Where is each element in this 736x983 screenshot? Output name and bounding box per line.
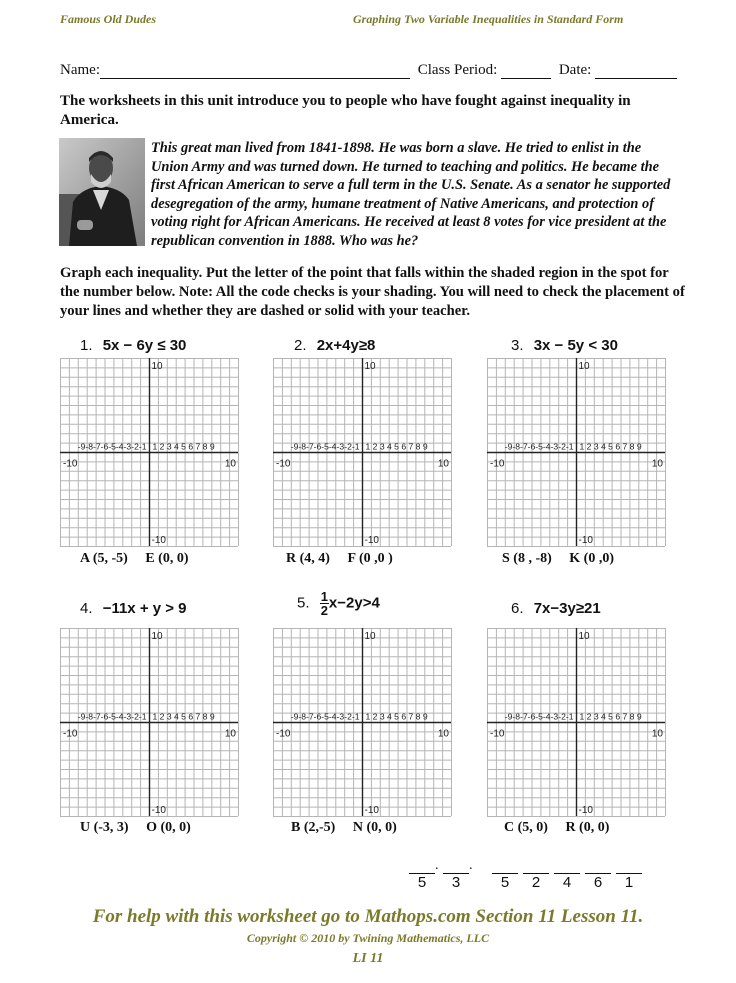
axis-label-top: 10	[151, 361, 163, 372]
graph-grid-4[interactable]	[60, 628, 239, 822]
option-b: K (0 ,0)	[569, 551, 614, 566]
tick-labels-positive: 1 2 3 4 5 6 7 8 9	[152, 711, 215, 722]
axis-label-top: 10	[578, 361, 590, 372]
axis-label-top: 10	[364, 361, 376, 372]
axis-label-left: -10	[63, 458, 78, 470]
tick-labels-negative: -9-8-7-6-5-4-3-2-1	[77, 441, 147, 452]
instructions-text: Graph each inequality. Put the letter of the point that falls within the shaded region in the spot for the number below. Note: All the code checks is your shading. You will need to check the placement of your lines and whether they are dashed or solid with your teacher.	[60, 265, 685, 319]
class-period-label: Class Period:	[417, 62, 498, 78]
axis-label-bottom: -10	[364, 805, 379, 816]
axis-label-left: -10	[63, 728, 78, 740]
problem-4-label	[80, 600, 187, 617]
graph-grid-2[interactable]	[273, 358, 452, 552]
options-problem-6	[504, 820, 609, 836]
axis-label-top: 10	[151, 631, 163, 642]
tick-labels-positive: 1 2 3 4 5 6 7 8 9	[579, 711, 642, 722]
problem-inequality: −11x + y > 9	[102, 600, 187, 617]
footer-help: For help with this worksheet go to Mathops.com Section 11 Lesson 11.	[92, 906, 644, 927]
graph-grid-5[interactable]	[273, 628, 452, 822]
options-problem-4	[80, 820, 191, 836]
bio-text: This great man lived from 1841-1898. He was born a slave. He tried to enlist in the Union Army and was turned down. He turned to teaching and politics. He became the first African American to serve a full term in the U.S. Senate. As a senator he supported desegregation of the army, humane treatment of Native Americans, and protection of voting right for African Americans. He received at least 8 votes for vice president at the republican convention in 1888. Who was he?	[151, 140, 671, 249]
axis-label-bottom: -10	[578, 805, 593, 816]
problem-5-label	[297, 590, 380, 617]
date-label: Date:	[558, 62, 592, 78]
problem-number: 5.	[297, 594, 310, 612]
options-problem-1	[80, 551, 189, 567]
answer-number: 1	[624, 874, 634, 891]
axis-label-left: -10	[490, 728, 505, 740]
tick-labels-positive: 1 2 3 4 5 6 7 8 9	[579, 441, 642, 452]
axis-label-top: 10	[578, 631, 590, 642]
answer-separator: .	[469, 858, 473, 873]
answer-number: 3	[451, 874, 461, 891]
footer-page: LI 11	[352, 951, 384, 966]
grid-svg	[60, 628, 239, 817]
grid-svg	[273, 628, 452, 817]
answer-number: 6	[593, 874, 603, 891]
problem-6-label	[511, 600, 601, 617]
problem-number: 4.	[80, 600, 93, 617]
problem-3-label	[511, 337, 618, 354]
problem-inequality: 7x−3y≥21	[533, 600, 601, 617]
fraction-half	[320, 590, 329, 617]
tick-labels-negative: -9-8-7-6-5-4-3-2-1	[504, 711, 574, 722]
tick-labels-positive: 1 2 3 4 5 6 7 8 9	[365, 441, 428, 452]
grid-svg	[487, 358, 666, 547]
footer-copyright: Copyright © 2010 by Twining Mathematics, LLC	[246, 931, 490, 945]
portrait-image	[59, 138, 145, 246]
name-label: Name:	[60, 62, 100, 78]
problem-inequality: 5x − 6y ≤ 30	[102, 337, 187, 354]
option-a: C (5, 0)	[504, 820, 548, 835]
options-problem-2	[286, 551, 393, 567]
axis-label-right: 10	[437, 458, 449, 470]
header-left: Famous Old Dudes	[60, 12, 157, 26]
answer-separator: .	[435, 858, 439, 873]
option-a: U (-3, 3)	[80, 820, 129, 835]
axis-label-right: 10	[651, 728, 663, 740]
problem-number: 1.	[80, 337, 93, 354]
form-row	[60, 62, 680, 79]
axis-label-left: -10	[276, 458, 291, 470]
option-b: O (0, 0)	[146, 820, 191, 835]
problem-1-label	[80, 337, 186, 354]
axis-label-top: 10	[364, 631, 376, 642]
axis-label-right: 10	[437, 728, 449, 740]
axis-label-right: 10	[651, 458, 663, 470]
options-problem-5	[291, 820, 397, 836]
class-period-field[interactable]	[501, 64, 551, 79]
option-b: E (0, 0)	[145, 551, 189, 566]
option-a: B (2,-5)	[291, 820, 336, 835]
option-a: R (4, 4)	[286, 551, 330, 566]
axis-label-left: -10	[490, 458, 505, 470]
axis-label-right: 10	[224, 728, 236, 740]
problem-number: 2.	[294, 337, 307, 354]
axis-label-bottom: -10	[151, 805, 166, 816]
axis-label-bottom: -10	[578, 535, 593, 546]
answer-number: 2	[531, 874, 541, 891]
graph-grid-3[interactable]	[487, 358, 666, 552]
option-a: A (5, -5)	[80, 551, 128, 566]
tick-labels-positive: 1 2 3 4 5 6 7 8 9	[152, 441, 215, 452]
name-field[interactable]	[100, 64, 410, 79]
option-b: F (0 ,0 )	[347, 551, 393, 566]
problem-number: 3.	[511, 337, 524, 354]
axis-label-right: 10	[224, 458, 236, 470]
option-b: R (0, 0)	[565, 820, 610, 835]
problem-inequality: 3x − 5y < 30	[533, 337, 618, 354]
answer-number: 5	[500, 874, 510, 891]
axis-label-bottom: -10	[151, 535, 166, 546]
tick-labels-positive: 1 2 3 4 5 6 7 8 9	[365, 711, 428, 722]
answer-number: 5	[417, 874, 427, 891]
tick-labels-negative: -9-8-7-6-5-4-3-2-1	[77, 711, 147, 722]
problem-number: 6.	[511, 600, 524, 617]
date-field[interactable]	[595, 64, 677, 79]
tick-labels-negative: -9-8-7-6-5-4-3-2-1	[290, 711, 360, 722]
fraction-numerator: 1	[320, 589, 328, 604]
fraction-denominator: 2	[320, 603, 328, 618]
intro-text: The worksheets in this unit introduce you to people who have fought against inequality in America.	[60, 93, 631, 128]
axis-label-left: -10	[276, 728, 291, 740]
tick-labels-negative: -9-8-7-6-5-4-3-2-1	[290, 441, 360, 452]
graph-grid-6[interactable]	[487, 628, 666, 822]
graph-grid-1[interactable]	[60, 358, 239, 552]
header-right: Graphing Two Variable Inequalities in Standard Form	[353, 12, 624, 26]
options-problem-3	[502, 551, 614, 567]
axis-label-bottom: -10	[364, 535, 379, 546]
option-a: S (8 , -8)	[502, 551, 552, 566]
answer-number: 4	[562, 874, 572, 891]
problem-inequality: x−2y>4	[328, 594, 380, 612]
tick-labels-negative: -9-8-7-6-5-4-3-2-1	[504, 441, 574, 452]
problem-2-label	[294, 337, 375, 354]
problem-inequality: 2x+4y≥8	[316, 337, 376, 354]
option-b: N (0, 0)	[352, 820, 397, 835]
grid-svg	[60, 358, 239, 547]
grid-svg	[487, 628, 666, 817]
grid-svg	[273, 358, 452, 547]
